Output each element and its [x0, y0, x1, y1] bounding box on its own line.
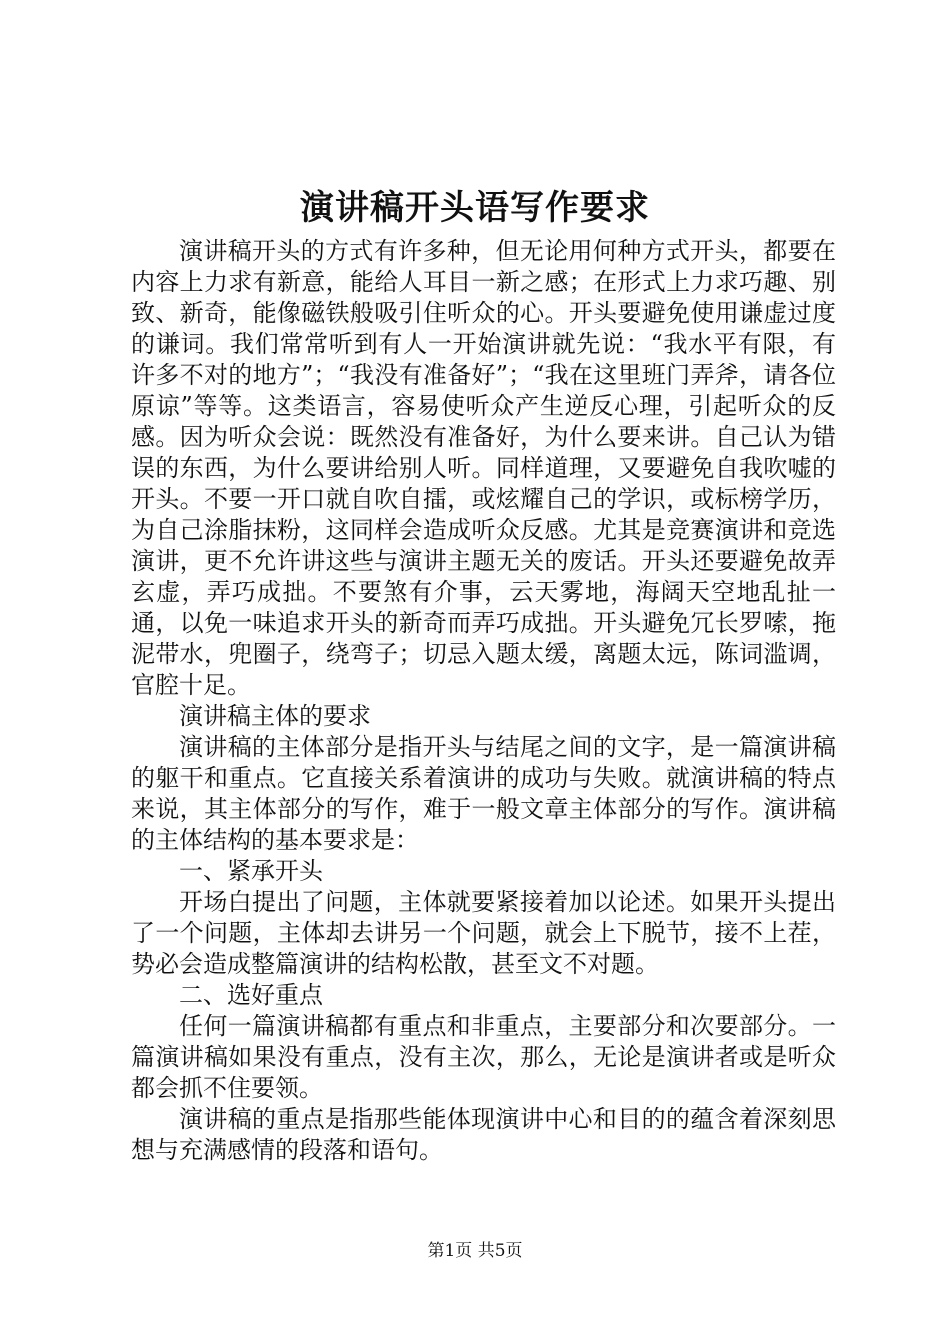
heading-choose-focus: 二、选好重点 [179, 981, 323, 1009]
heading-body-requirements: 演讲稿主体的要求 [179, 702, 371, 730]
paragraph-choose-focus: 任何一篇演讲稿都有重点和非重点，主要部分和次要部分。一篇演讲稿如果没有重点，没有主次，那么，无论是演讲者或是听众都会抓不住要领。 [131, 1012, 836, 1102]
heading-follow-opening: 一、紧承开头 [179, 857, 323, 885]
document-title: 演讲稿开头语写作要求 [300, 188, 650, 228]
paragraph-body-definition: 演讲稿的主体部分是指开头与结尾之间的文字，是一篇演讲稿的躯干和重点。它直接关系着演讲的成功与失败。就演讲稿的特点来说，其主体部分的写作，难于一般文章主体部分的写作。演讲稿的主体结构的基本要求是： [131, 733, 836, 854]
paragraph-follow-opening: 开场白提出了问题，主体就要紧接着加以论述。如果开头提出了一个问题，主体却去讲另一个问题，就会上下脱节，接不上茬，势必会造成整篇演讲的结构松散，甚至文不对题。 [131, 888, 836, 978]
paragraph-focus-definition: 演讲稿的重点是指那些能体现演讲中心和目的的蕴含着深刻思想与充满感情的段落和语句。 [131, 1105, 836, 1164]
paragraph-opening-requirements: 演讲稿开头的方式有许多种，但无论用何种方式开头，都要在内容上力求有新意，能给人耳目一新之感；在形式上力求巧趣、别致、新奇，能像磁铁般吸引住听众的心。开头要避免使用谦虚过度的谦词。我们常常听到有人一开始演讲就先说：“我水平有限，有许多不对的地方”；“我没有准备好”；“我在这里班门弄斧，请各位原谅”等等。这类语言，容易使听众产生逆反心理，引起听众的反感。因为听众会说：既然没有准备好，为什么要来讲。自己认为错误的东西，为什么要讲给别人听。同样道理，又要避免自我吹嘘的开头。不要一开口就自吹自擂，或炫耀自己的学识，或标榜学历，为自己涂脂抹粉，这同样会造成听众反感。尤其是竞赛演讲和竞选演讲，更不允许讲这些与演讲主题无关的废话。开头还要避免故弄玄虚，弄巧成拙。不要煞有介事，云天雾地，海阔天空地乱扯一通，以免一味追求开头的新奇而弄巧成拙。开头避免冗长罗嗦，拖泥带水，兜圈子，绕弯子；切忌入题太缓，离题太远，陈词滥调，官腔十足。 [131, 237, 836, 699]
document-body [131, 236, 836, 1166]
page-number-footer: 第1页 共5页 [427, 1241, 523, 1261]
